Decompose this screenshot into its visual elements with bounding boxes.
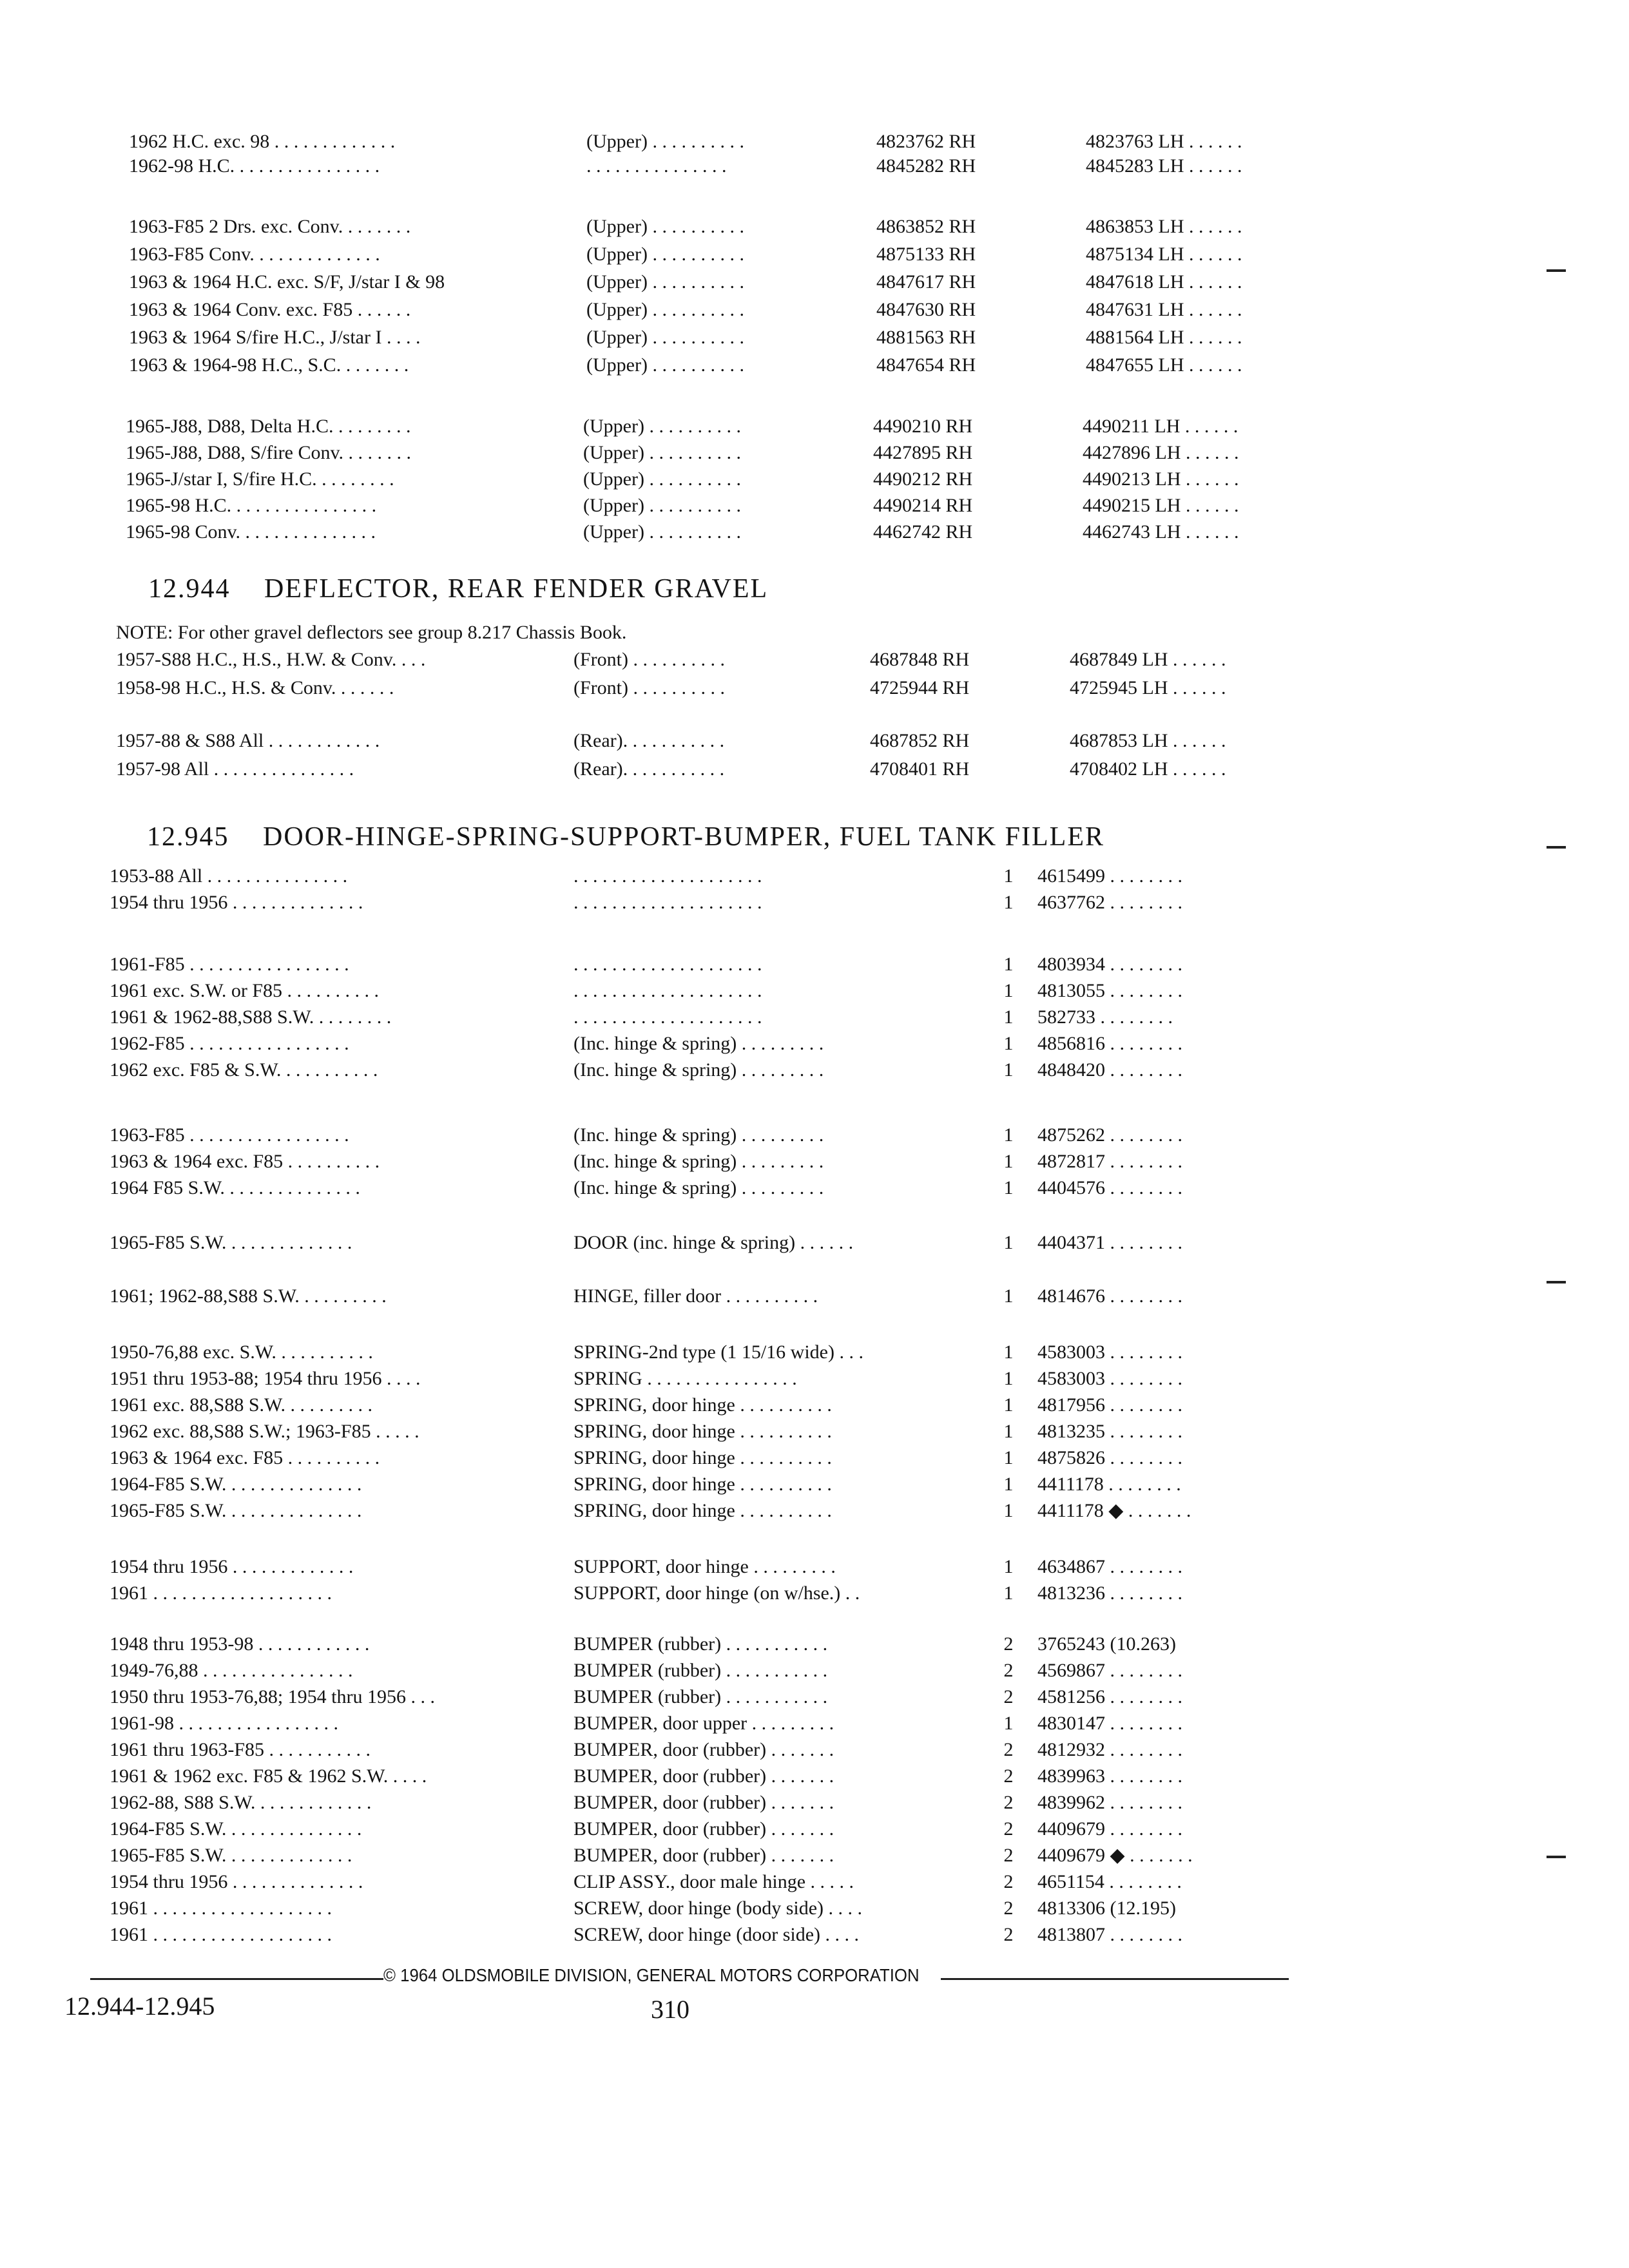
part-number-cell: 582733 . . . . . . . .: [1037, 1006, 1173, 1028]
description-cell: (Inc. hinge & spring) . . . . . . . . .: [574, 1033, 824, 1054]
model-cell: 1950-76,88 exc. S.W. . . . . . . . . . .: [110, 1341, 373, 1363]
description-cell: (Front) . . . . . . . . . .: [574, 649, 725, 670]
model-cell: 1965-J88, D88, S/fire Conv. . . . . . . .: [126, 442, 412, 463]
model-cell: 1965-F85 S.W. . . . . . . . . . . . . . .: [110, 1500, 362, 1521]
model-cell: 1964-F85 S.W. . . . . . . . . . . . . . .: [110, 1818, 362, 1840]
description-cell: BUMPER, door upper . . . . . . . . .: [574, 1713, 834, 1734]
description-cell: BUMPER, door (rubber) . . . . . . .: [574, 1845, 834, 1866]
description-cell: SPRING, door hinge . . . . . . . . . .: [574, 1474, 832, 1495]
model-cell: 1962 exc. 88,S88 S.W.; 1963-F85 . . . . .: [110, 1421, 419, 1442]
description-cell: BUMPER, door (rubber) . . . . . . .: [574, 1818, 834, 1840]
description-cell: SPRING, door hinge . . . . . . . . . .: [574, 1421, 832, 1442]
description-cell: (Upper) . . . . . . . . . .: [583, 468, 741, 490]
quantity-cell: 1: [1003, 1033, 1014, 1054]
part-lh-cell: 4490215 LH . . . . . .: [1083, 495, 1239, 516]
model-cell: 1954 thru 1956 . . . . . . . . . . . . . .: [110, 1871, 363, 1892]
part-number-cell: 4803934 . . . . . . . .: [1037, 954, 1182, 975]
model-cell: 1958-98 H.C., H.S. & Conv. . . . . . .: [116, 677, 394, 698]
model-cell: 1962 exc. F85 & S.W. . . . . . . . . . .: [110, 1059, 378, 1081]
model-cell: 1963 & 1964 exc. F85 . . . . . . . . . .: [110, 1447, 380, 1468]
description-cell: (Inc. hinge & spring) . . . . . . . . .: [574, 1124, 824, 1146]
description-cell: . . . . . . . . . . . . . . . . . . . .: [574, 1006, 762, 1028]
edge-mark: [1547, 846, 1566, 849]
model-cell: 1957-88 & S88 All . . . . . . . . . . . .: [116, 730, 380, 751]
model-cell: 1949-76,88 . . . . . . . . . . . . . . . .: [110, 1660, 353, 1681]
part-rh-cell: 4725944 RH: [870, 677, 970, 698]
page-number: 310: [651, 1995, 689, 2024]
description-cell: SPRING, door hinge . . . . . . . . . .: [574, 1447, 832, 1468]
part-number-cell: 4409679 . . . . . . . .: [1037, 1818, 1182, 1840]
section-heading-deflector: [148, 573, 768, 604]
quantity-cell: 2: [1003, 1633, 1014, 1655]
model-cell: 1963-F85 Conv. . . . . . . . . . . . . .: [129, 244, 380, 265]
description-cell: (Upper) . . . . . . . . . .: [586, 244, 744, 265]
part-number-cell: 4583003 . . . . . . . .: [1037, 1341, 1182, 1363]
description-cell: HINGE, filler door . . . . . . . . . .: [574, 1285, 818, 1307]
part-number-cell: 4813235 . . . . . . . .: [1037, 1421, 1182, 1442]
section-heading-door-hinge: [147, 822, 1104, 852]
footer-rule-right: [941, 1978, 1289, 1980]
description-cell: DOOR (inc. hinge & spring) . . . . . .: [574, 1232, 854, 1253]
description-cell: (Rear). . . . . . . . . . .: [574, 730, 725, 751]
part-rh-cell: 4881563 RH: [876, 327, 976, 348]
model-cell: 1965-J/star I, S/fire H.C. . . . . . . . .: [126, 468, 394, 490]
quantity-cell: 1: [1003, 1006, 1014, 1028]
model-cell: 1962 H.C. exc. 98 . . . . . . . . . . . . .: [129, 131, 396, 152]
part-rh-cell: 4462742 RH: [873, 521, 973, 543]
description-cell: (Upper) . . . . . . . . . .: [583, 495, 741, 516]
model-cell: 1961 . . . . . . . . . . . . . . . . . . .: [110, 1898, 332, 1919]
model-cell: 1954 thru 1956 . . . . . . . . . . . . . .: [110, 892, 363, 913]
quantity-cell: 2: [1003, 1792, 1014, 1813]
description-cell: . . . . . . . . . . . . . . . . . . . .: [574, 892, 762, 913]
description-cell: CLIP ASSY., door male hinge . . . . .: [574, 1871, 854, 1892]
part-number-cell: 4581256 . . . . . . . .: [1037, 1686, 1182, 1707]
part-lh-cell: 4847655 LH . . . . . .: [1086, 354, 1242, 376]
section-code: 12.944-12.945: [64, 1992, 215, 2021]
part-number-cell: 4411178 . . . . . . . .: [1037, 1474, 1181, 1495]
section-number: 12.944: [148, 574, 231, 604]
model-cell: 1953-88 All . . . . . . . . . . . . . . .: [110, 865, 348, 887]
part-rh-cell: 4823762 RH: [876, 131, 976, 152]
description-cell: SCREW, door hinge (door side) . . . .: [574, 1924, 860, 1945]
quantity-cell: 2: [1003, 1765, 1014, 1787]
description-cell: (Upper) . . . . . . . . . .: [583, 416, 741, 437]
part-rh-cell: 4847630 RH: [876, 299, 976, 320]
part-number-cell: 4813236 . . . . . . . .: [1037, 1582, 1182, 1604]
description-cell: SCREW, door hinge (body side) . . . .: [574, 1898, 863, 1919]
quantity-cell: 2: [1003, 1818, 1014, 1840]
description-cell: SPRING-2nd type (1 15/16 wide) . . .: [574, 1341, 863, 1363]
part-rh-cell: 4847617 RH: [876, 271, 976, 293]
model-cell: 1963 & 1964-98 H.C., S.C. . . . . . . .: [129, 354, 409, 376]
description-cell: (Upper) . . . . . . . . . .: [586, 216, 744, 237]
part-lh-cell: 4490211 LH . . . . . .: [1083, 416, 1239, 437]
model-cell: 1962-F85 . . . . . . . . . . . . . . . . .: [110, 1033, 349, 1054]
part-number-cell: 4637762 . . . . . . . .: [1037, 892, 1182, 913]
model-cell: 1963 & 1964 exc. F85 . . . . . . . . . .: [110, 1151, 380, 1172]
quantity-cell: 1: [1003, 1124, 1014, 1146]
quantity-cell: 1: [1003, 954, 1014, 975]
description-cell: . . . . . . . . . . . . . . . . . . . .: [574, 980, 762, 1001]
quantity-cell: 1: [1003, 1341, 1014, 1363]
quantity-cell: 1: [1003, 1447, 1014, 1468]
model-cell: 1961 & 1962-88,S88 S.W. . . . . . . . .: [110, 1006, 392, 1028]
description-cell: . . . . . . . . . . . . . . . . . . . .: [574, 865, 762, 887]
model-cell: 1961 . . . . . . . . . . . . . . . . . . .: [110, 1924, 332, 1945]
part-lh-cell: 4847631 LH . . . . . .: [1086, 299, 1242, 320]
section-title: DOOR-HINGE-SPRING-SUPPORT-BUMPER, FUEL TANK FILLER: [263, 822, 1105, 852]
model-cell: 1963-F85 2 Drs. exc. Conv. . . . . . . .: [129, 216, 411, 237]
edge-mark: [1547, 269, 1566, 272]
model-cell: 1961 thru 1963-F85 . . . . . . . . . . .: [110, 1739, 371, 1760]
part-number-cell: 4875262 . . . . . . . .: [1037, 1124, 1182, 1146]
part-number-cell: 4848420 . . . . . . . .: [1037, 1059, 1182, 1081]
model-cell: 1961-F85 . . . . . . . . . . . . . . . . .: [110, 954, 349, 975]
model-cell: 1965-F85 S.W. . . . . . . . . . . . . .: [110, 1232, 352, 1253]
model-cell: 1957-98 All . . . . . . . . . . . . . . .: [116, 758, 354, 780]
description-cell: BUMPER (rubber) . . . . . . . . . . .: [574, 1660, 828, 1681]
footer-rule-left: [90, 1978, 383, 1980]
description-cell: (Upper) . . . . . . . . . .: [583, 521, 741, 543]
part-rh-cell: 4875133 RH: [876, 244, 976, 265]
part-number-cell: 4839962 . . . . . . . .: [1037, 1792, 1182, 1813]
model-cell: 1954 thru 1956 . . . . . . . . . . . . .: [110, 1556, 354, 1577]
model-cell: 1961; 1962-88,S88 S.W. . . . . . . . . .: [110, 1285, 387, 1307]
description-cell: (Inc. hinge & spring) . . . . . . . . .: [574, 1151, 824, 1172]
part-number-cell: 4830147 . . . . . . . .: [1037, 1713, 1182, 1734]
part-number-cell: 4583003 . . . . . . . .: [1037, 1368, 1182, 1389]
model-cell: 1957-S88 H.C., H.S., H.W. & Conv. . . .: [116, 649, 426, 670]
description-cell: (Inc. hinge & spring) . . . . . . . . .: [574, 1059, 824, 1081]
part-number-cell: 4813306 (12.195): [1037, 1898, 1176, 1919]
quantity-cell: 1: [1003, 1368, 1014, 1389]
quantity-cell: 1: [1003, 1059, 1014, 1081]
edge-mark: [1547, 1856, 1566, 1858]
description-cell: . . . . . . . . . . . . . . . . . . . .: [574, 954, 762, 975]
part-rh-cell: 4427895 RH: [873, 442, 973, 463]
model-cell: 1965-98 Conv. . . . . . . . . . . . . . .: [126, 521, 376, 543]
description-cell: (Inc. hinge & spring) . . . . . . . . .: [574, 1177, 824, 1198]
description-cell: (Upper) . . . . . . . . . .: [586, 327, 744, 348]
quantity-cell: 1: [1003, 1394, 1014, 1416]
part-rh-cell: 4490210 RH: [873, 416, 973, 437]
model-cell: 1964 F85 S.W. . . . . . . . . . . . . . .: [110, 1177, 360, 1198]
part-number-cell: 4404371 . . . . . . . .: [1037, 1232, 1182, 1253]
model-cell: 1961 . . . . . . . . . . . . . . . . . . .: [110, 1582, 332, 1604]
quantity-cell: 1: [1003, 1582, 1014, 1604]
quantity-cell: 1: [1003, 1421, 1014, 1442]
part-number-cell: 4817956 . . . . . . . .: [1037, 1394, 1182, 1416]
part-number-cell: 3765243 (10.263): [1037, 1633, 1176, 1655]
model-cell: 1961 & 1962 exc. F85 & 1962 S.W. . . . .: [110, 1765, 427, 1787]
part-number-cell: 4814676 . . . . . . . .: [1037, 1285, 1182, 1307]
description-cell: (Upper) . . . . . . . . . .: [583, 442, 741, 463]
quantity-cell: 1: [1003, 1285, 1014, 1307]
description-cell: BUMPER, door (rubber) . . . . . . .: [574, 1739, 834, 1760]
part-lh-cell: 4725945 LH . . . . . .: [1070, 677, 1226, 698]
part-number-cell: 4615499 . . . . . . . .: [1037, 865, 1182, 887]
quantity-cell: 1: [1003, 1474, 1014, 1495]
quantity-cell: 1: [1003, 1500, 1014, 1521]
quantity-cell: 1: [1003, 1232, 1014, 1253]
quantity-cell: 2: [1003, 1845, 1014, 1866]
model-cell: 1965-F85 S.W. . . . . . . . . . . . . .: [110, 1845, 352, 1866]
part-lh-cell: 4881564 LH . . . . . .: [1086, 327, 1242, 348]
quantity-cell: 2: [1003, 1686, 1014, 1707]
quantity-cell: 1: [1003, 1177, 1014, 1198]
model-cell: 1948 thru 1953-98 . . . . . . . . . . . .: [110, 1633, 370, 1655]
part-lh-cell: 4823763 LH . . . . . .: [1086, 131, 1242, 152]
description-cell: (Rear). . . . . . . . . . .: [574, 758, 725, 780]
copyright-text: © 1964 OLDSMOBILE DIVISION, GENERAL MOTORS CORPORATION: [383, 1965, 920, 1985]
quantity-cell: 2: [1003, 1898, 1014, 1919]
part-rh-cell: 4687848 RH: [870, 649, 970, 670]
part-rh-cell: 4863852 RH: [876, 216, 976, 237]
part-rh-cell: 4490214 RH: [873, 495, 973, 516]
part-number-cell: 4651154 . . . . . . . .: [1037, 1871, 1182, 1892]
model-cell: 1965-J88, D88, Delta H.C. . . . . . . . .: [126, 416, 411, 437]
section-note: NOTE: For other gravel deflectors see group 8.217 Chassis Book.: [116, 622, 627, 643]
part-rh-cell: 4845282 RH: [876, 155, 976, 177]
model-cell: 1962-88, S88 S.W. . . . . . . . . . . . .: [110, 1792, 372, 1813]
description-cell: BUMPER, door (rubber) . . . . . . .: [574, 1765, 834, 1787]
description-cell: . . . . . . . . . . . . . . .: [586, 155, 727, 177]
description-cell: SUPPORT, door hinge (on w/hse.) . .: [574, 1582, 860, 1604]
model-cell: 1961 exc. 88,S88 S.W. . . . . . . . . .: [110, 1394, 373, 1416]
part-number-cell: 4411178 ◆ . . . . . . .: [1037, 1500, 1191, 1521]
quantity-cell: 1: [1003, 1556, 1014, 1577]
part-lh-cell: 4427896 LH . . . . . .: [1083, 442, 1239, 463]
part-number-cell: 4839963 . . . . . . . .: [1037, 1765, 1182, 1787]
model-cell: 1965-98 H.C. . . . . . . . . . . . . . . .: [126, 495, 377, 516]
part-number-cell: 4875826 . . . . . . . .: [1037, 1447, 1182, 1468]
part-lh-cell: 4687849 LH . . . . . .: [1070, 649, 1226, 670]
description-cell: (Upper) . . . . . . . . . .: [586, 354, 744, 376]
description-cell: BUMPER (rubber) . . . . . . . . . . .: [574, 1633, 828, 1655]
part-lh-cell: 4490213 LH . . . . . .: [1083, 468, 1239, 490]
description-cell: SPRING, door hinge . . . . . . . . . .: [574, 1394, 832, 1416]
part-lh-cell: 4687853 LH . . . . . .: [1070, 730, 1226, 751]
model-cell: 1950 thru 1953-76,88; 1954 thru 1956 . . .: [110, 1686, 435, 1707]
model-cell: 1951 thru 1953-88; 1954 thru 1956 . . . .: [110, 1368, 421, 1389]
part-lh-cell: 4708402 LH . . . . . .: [1070, 758, 1226, 780]
model-cell: 1961-98 . . . . . . . . . . . . . . . . .: [110, 1713, 338, 1734]
quantity-cell: 1: [1003, 1713, 1014, 1734]
part-number-cell: 4813807 . . . . . . . .: [1037, 1924, 1182, 1945]
description-cell: (Front) . . . . . . . . . .: [574, 677, 725, 698]
section-number: 12.945: [147, 822, 229, 852]
part-lh-cell: 4845283 LH . . . . . .: [1086, 155, 1242, 177]
description-cell: (Upper) . . . . . . . . . .: [586, 271, 744, 293]
quantity-cell: 1: [1003, 1151, 1014, 1172]
part-rh-cell: 4708401 RH: [870, 758, 970, 780]
model-cell: 1964-F85 S.W. . . . . . . . . . . . . . .: [110, 1474, 362, 1495]
section-title: DEFLECTOR, REAR FENDER GRAVEL: [264, 574, 769, 604]
description-cell: BUMPER (rubber) . . . . . . . . . . .: [574, 1686, 828, 1707]
description-cell: SPRING, door hinge . . . . . . . . . .: [574, 1500, 832, 1521]
description-cell: (Upper) . . . . . . . . . .: [586, 299, 744, 320]
model-cell: 1963 & 1964 Conv. exc. F85 . . . . . .: [129, 299, 411, 320]
part-number-cell: 4813055 . . . . . . . .: [1037, 980, 1182, 1001]
part-rh-cell: 4490212 RH: [873, 468, 973, 490]
quantity-cell: 1: [1003, 980, 1014, 1001]
part-lh-cell: 4863853 LH . . . . . .: [1086, 216, 1242, 237]
part-number-cell: 4634867 . . . . . . . .: [1037, 1556, 1182, 1577]
description-cell: BUMPER, door (rubber) . . . . . . .: [574, 1792, 834, 1813]
quantity-cell: 2: [1003, 1924, 1014, 1945]
description-cell: SPRING . . . . . . . . . . . . . . . .: [574, 1368, 797, 1389]
model-cell: 1963 & 1964 S/fire H.C., J/star I . . . .: [129, 327, 421, 348]
part-number-cell: 4409679 ◆ . . . . . . .: [1037, 1845, 1193, 1866]
quantity-cell: 1: [1003, 892, 1014, 913]
quantity-cell: 1: [1003, 865, 1014, 887]
part-rh-cell: 4687852 RH: [870, 730, 970, 751]
part-rh-cell: 4847654 RH: [876, 354, 976, 376]
part-number-cell: 4812932 . . . . . . . .: [1037, 1739, 1182, 1760]
model-cell: 1961 exc. S.W. or F85 . . . . . . . . . .: [110, 980, 380, 1001]
part-number-cell: 4856816 . . . . . . . .: [1037, 1033, 1182, 1054]
part-number-cell: 4569867 . . . . . . . .: [1037, 1660, 1182, 1681]
description-cell: (Upper) . . . . . . . . . .: [586, 131, 744, 152]
part-lh-cell: 4875134 LH . . . . . .: [1086, 244, 1242, 265]
part-lh-cell: 4847618 LH . . . . . .: [1086, 271, 1242, 293]
part-number-cell: 4872817 . . . . . . . .: [1037, 1151, 1182, 1172]
quantity-cell: 2: [1003, 1871, 1014, 1892]
model-cell: 1963-F85 . . . . . . . . . . . . . . . . .: [110, 1124, 349, 1146]
model-cell: 1963 & 1964 H.C. exc. S/F, J/star I & 98: [129, 271, 445, 293]
quantity-cell: 2: [1003, 1739, 1014, 1760]
part-number-cell: 4404576 . . . . . . . .: [1037, 1177, 1182, 1198]
edge-mark: [1547, 1281, 1566, 1283]
part-lh-cell: 4462743 LH . . . . . .: [1083, 521, 1239, 543]
description-cell: SUPPORT, door hinge . . . . . . . . .: [574, 1556, 836, 1577]
quantity-cell: 2: [1003, 1660, 1014, 1681]
model-cell: 1962-98 H.C. . . . . . . . . . . . . . . .: [129, 155, 380, 177]
